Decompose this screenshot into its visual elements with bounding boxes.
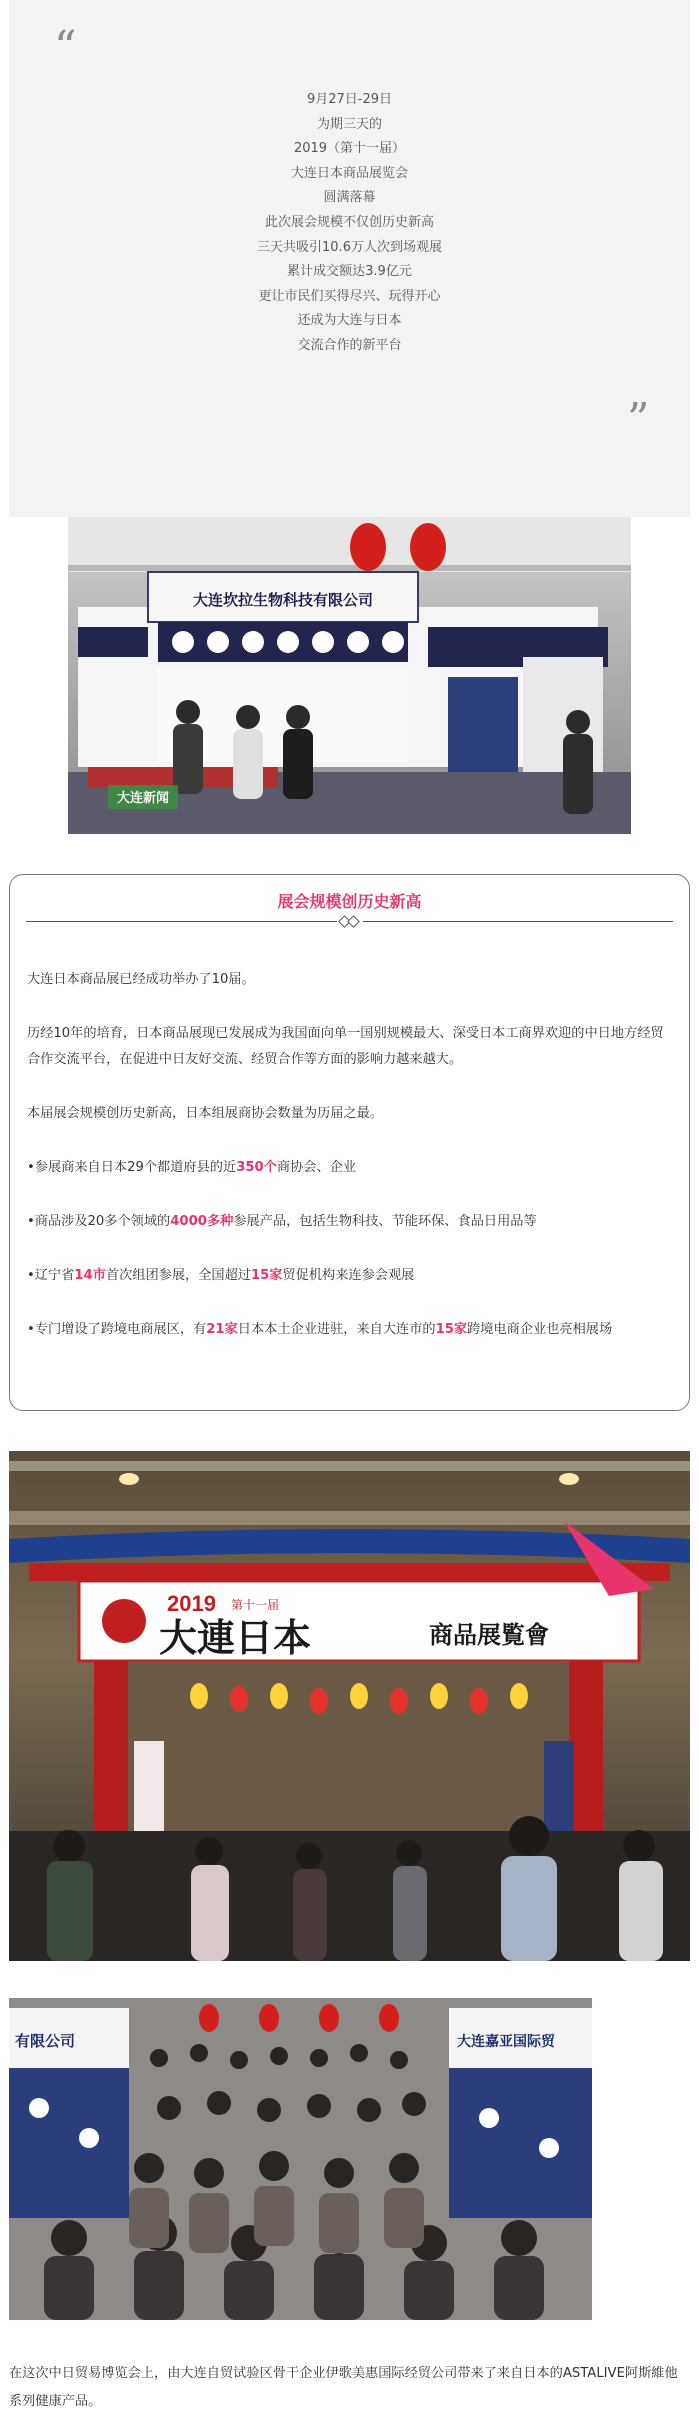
- highlight-number: 21家: [206, 1322, 238, 1337]
- quote-line: 更让市民们买得尽兴、玩得开心: [258, 288, 441, 304]
- left-booth-sign: 有限公司: [15, 2033, 76, 2050]
- gate-subtitle: 商品展覧會: [429, 1620, 549, 1649]
- body-paragraph: 在这次中日贸易博览会上，由大连自贸试验区骨干企业伊歌美惠国际经贸公司带来了来自日本的ASTALIVE阿斯維他系列健康产品。: [9, 2366, 678, 2409]
- bullet-item: •商品涉及20多个领域的4000多种参展产品，包括生物科技、节能环保、食品日用品等: [27, 1214, 537, 1229]
- highlight-number: 4000多种: [170, 1214, 234, 1229]
- entrance-gate-photo[interactable]: [9, 1451, 690, 1961]
- booth-sign-text: 大连坎拉生物科技有限公司: [192, 592, 374, 609]
- paragraph: 本届展会规模创历史新高，日本组展商协会数量为历届之最。: [27, 1106, 384, 1121]
- quote-line: 此次展会规模不仅创历史新高: [264, 214, 434, 230]
- quote-line: 累计成交额达3.9亿元: [287, 264, 412, 280]
- highlight-number: 15家: [435, 1322, 468, 1337]
- gate-edition: 第十一届: [231, 1598, 280, 1612]
- crowd-photo-scene: [9, 1998, 592, 2320]
- crowd-aisle-photo[interactable]: [9, 1998, 592, 2320]
- gate-title: 大連日本: [159, 1615, 312, 1660]
- paragraph: 历经10年的培育，日本商品展现已发展成为我国面向单一国别规模最大、深受日本工商界欢迎的中日地方经贸合作交流平台，在促进中日友好交流、经贸合作等方面的影响力越来越大。: [27, 1026, 664, 1067]
- bullet-item: •专门增设了跨境电商展区，有21家日本本土企业进驻，来自大连市的15家跨境电商企业也亮相展场: [27, 1322, 613, 1337]
- right-booth-sign: 大连嘉亚国际贸: [457, 2033, 555, 2049]
- quote-line: 大连日本商品展览会: [290, 165, 408, 181]
- quote-line: 圆满落幕: [323, 190, 376, 206]
- gate-photo-scene: [9, 1451, 690, 1961]
- gate-year: 2019: [167, 1591, 216, 1616]
- diamond-ornament-icon: [337, 915, 363, 929]
- bullet-item: •辽宁省14市首次组团参展，全国超过15家贸促机构来连参会观展: [27, 1268, 415, 1283]
- quote-line: 为期三天的: [316, 116, 382, 132]
- highlight-number: 15家: [250, 1268, 283, 1283]
- close-quote-icon: ”: [627, 394, 650, 445]
- bullet-item: •参展商来自日本29个都道府县的近350个商协会、企业: [27, 1160, 357, 1175]
- highlight-number: 14市: [74, 1268, 106, 1283]
- highlight-number: 350个: [236, 1160, 277, 1175]
- quote-line: 9月27日-29日: [306, 92, 393, 107]
- booth-photo-scene: [68, 517, 631, 834]
- card-body: [27, 967, 674, 1371]
- quote-line: 交流合作的新平台: [297, 337, 402, 353]
- quote-line: 三天共吸引10.6万人次到场观展: [257, 239, 442, 255]
- quote-line: 还成为大连与日本: [297, 313, 402, 329]
- booth-photo[interactable]: [68, 517, 631, 834]
- card-title: 展会规模创历史新高: [277, 892, 422, 911]
- info-card: [9, 874, 690, 1411]
- quote-text: [9, 88, 690, 359]
- paragraph: 大连日本商品展已经成功举办了10届。: [27, 972, 255, 987]
- open-quote-icon: “: [54, 22, 77, 73]
- quote-block: [9, 0, 690, 517]
- watermark-text: 大连新闻: [116, 790, 170, 805]
- quote-line: 2019（第十一届）: [293, 141, 406, 157]
